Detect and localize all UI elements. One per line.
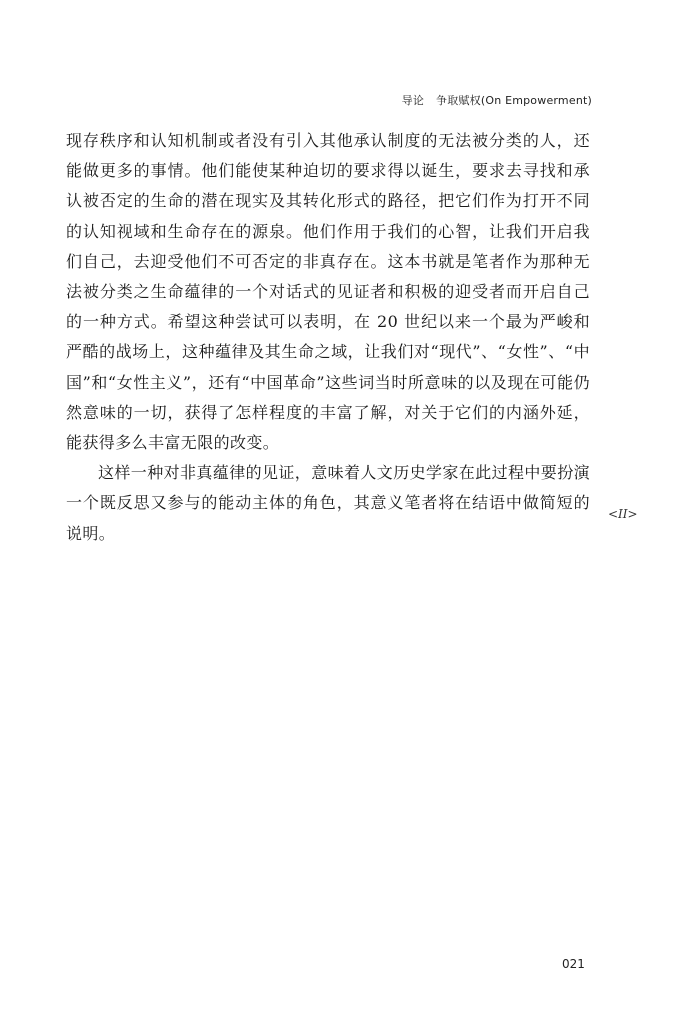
body-text	[66, 126, 590, 549]
paragraph-1: 现存秩序和认知机制或者没有引入其他承认制度的无法被分类的人，还能做更多的事情。他们能使某种迫切的要求得以诞生，要求去寻找和承认被否定的生命的潜在现实及其转化形式的路径，把它们作为打开不同的认知视域和生命存在的源泉。他们作用于我们的心智，让我们开启我们自己，去迎受他们不可否定的非真存在。这本书就是笔者作为那种无法被分类之生命蕴律的一个对话式的见证者和积极的迎受者而开启自己的一种方式。希望这种尝试可以表明，在 20 世纪以来一个最为严峻和严酷的战场上，这种蕴律及其生命之域，让我们对“现代”、“女性”、“中国”和“女性主义”，还有“中国革命”这些词当时所意味的以及现在可能仍然意味的一切，获得了怎样程度的丰富了解，对关于它们的内涵外延，能获得多么丰富无限的改变。	[66, 131, 590, 453]
chapter-title: 争取赋权(On Empowerment)	[436, 94, 592, 107]
page-number: 021	[562, 957, 585, 971]
original-page-reference: <II>	[608, 507, 638, 521]
chapter-label: 导论	[401, 94, 425, 107]
running-header	[402, 92, 592, 108]
paragraph-2: 这样一种对非真蕴律的见证，意味着人文历史学家在此过程中要扮演一个既反思又参与的能动主体的角色，其意义笔者将在结语中做简短的说明。	[66, 463, 591, 543]
